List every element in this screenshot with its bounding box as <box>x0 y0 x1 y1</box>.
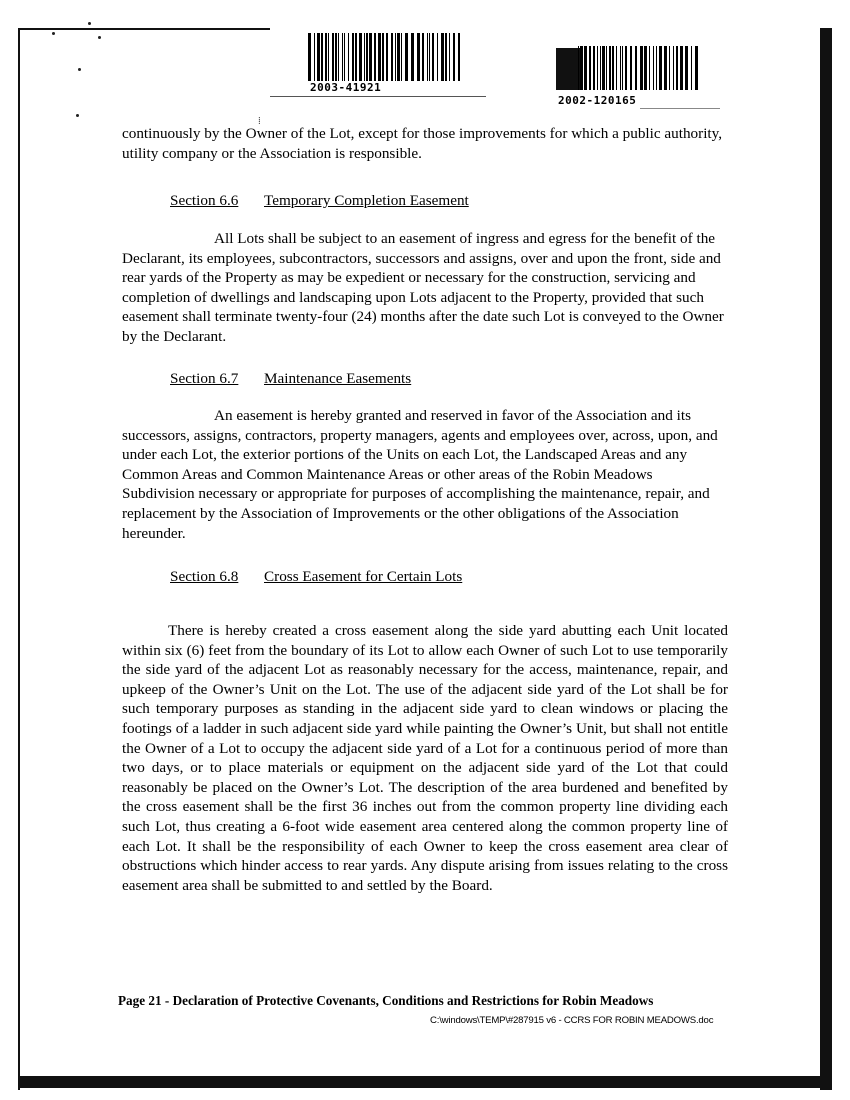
scan-mark: ⁞ <box>258 116 261 127</box>
page-border-right <box>820 28 832 1090</box>
section-6-6-text: All Lots shall be subject to an easement of ingress and egress for the benefit of the Declarant, its employees, subcontractors, successors and assigns, over and upon the front, side and rear yards of the Property as may be expedient or necessary for the construction, servicing and completion of dwellings and landscaping upon Lots adjacent to the Property, provided that such easement shall terminate twenty-four (24) months after the date such Lot is conveyed to the Owner by the Declarant. <box>122 230 724 345</box>
section-title: Cross Easement for Certain Lots <box>264 568 463 585</box>
section-number: Section 6.8 <box>170 568 239 585</box>
footer-page-title: Page 21 - Declaration of Protective Covenants, Conditions and Restrictions for Robin Meadows <box>118 993 654 1008</box>
section-6-8-heading <box>170 568 462 586</box>
footer-file-path: C:\windows\TEMP\#287915 v6 - CCRS FOR ROBIN MEADOWS.doc <box>430 1015 714 1026</box>
barcode-left <box>308 33 460 81</box>
scan-speck <box>76 114 79 117</box>
scan-speck <box>88 22 91 25</box>
barcode-left-label: 2003-41921 <box>310 81 382 94</box>
section-6-7-text: An easement is hereby granted and reserved in favor of the Association and its successors, assigns, contractors, property managers, agents and employees over, across, upon, and under each Lot, the exterior portions of the Units on each Lot, the Landscaped Areas and any Common Areas and Common Maintenance Areas or other areas of the Robin Meadows Subdivision necessary or appropriate for purposes of accomplishing the maintenance, repair, and replacement by the Association of Improvements or the other obligations of the Association hereunder. <box>122 407 718 542</box>
scan-speck <box>78 68 81 71</box>
barcode-right-rule <box>640 108 720 109</box>
page-border-bottom <box>20 1076 832 1088</box>
barcode-left-rule <box>270 96 486 97</box>
barcode-right-stamp <box>556 48 580 90</box>
section-6-7-heading <box>170 370 411 388</box>
barcode-right-label: 2002-120165 <box>558 94 637 107</box>
page-border-left <box>18 28 20 1090</box>
page-border-top <box>18 28 270 30</box>
section-number: Section 6.7 <box>170 370 239 387</box>
section-title: Maintenance Easements <box>264 370 412 387</box>
section-6-8-text: There is hereby created a cross easement along the side yard abutting each Unit located within six (6) feet from the boundary of its Lot to allow each Owner of such Lot to use temporarily the side yard of the adjacent Lot as reasonably necessary for the access, maintenance, repair, and upkeep of the Owner’s Unit on the Lot. The use of the adjacent side yard of the Lot shall be for such temporary purposes as standing in the adjacent side yard to clean windows or placing the footings of a ladder in such adjacent side yard while painting the Owner’s Unit, but shall not entitle the Owner of a Lot to occupy the adjacent side yard of a Lot for a continuous period of more than two days, or to place materials or equipment on the adjacent side yard of the Lot that could reasonably be placed on the Owner’s Lot. The description of the area burdened and benefited by the cross easement shall be the first 36 inches out from the common property line dividing each such Lot, thus creating a 6-foot wide easement area centered along the common property line of each Lot. It shall be the responsibility of each Owner to keep the cross easement area clear of obstructions which hinder access to rear yards. Any dispute arising from issues relating to the cross easement area shall be submitted to and settled by the Board. <box>122 622 728 894</box>
scan-speck <box>52 32 55 35</box>
barcode-right <box>578 46 698 90</box>
section-number: Section 6.6 <box>170 192 239 209</box>
scan-speck <box>98 36 101 39</box>
section-6-6-heading <box>170 192 469 210</box>
intro-paragraph: continuously by the Owner of the Lot, except for those improvements for which a public authority, utility company or the Association is responsible. <box>122 125 723 162</box>
section-title: Temporary Completion Easement <box>264 192 469 209</box>
